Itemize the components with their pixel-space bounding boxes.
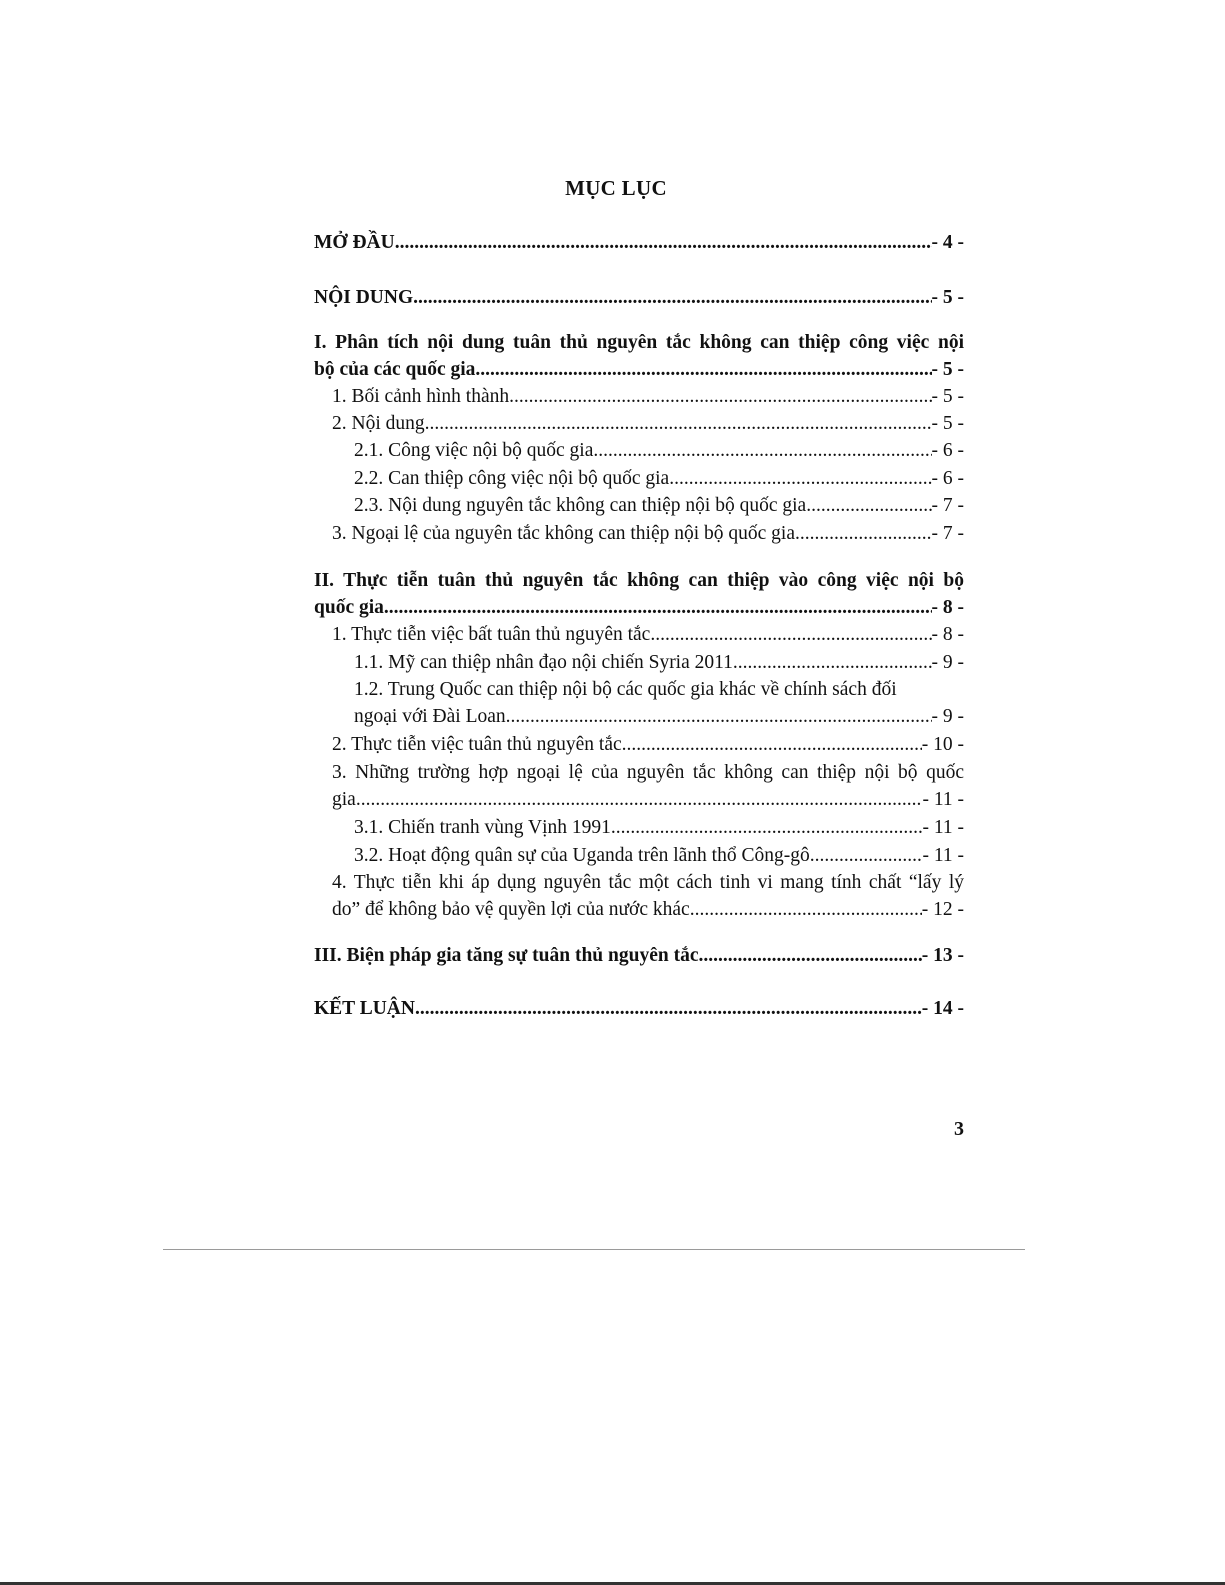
toc-entry-text: 2. Nội dung xyxy=(332,413,425,434)
toc-entry-first-line: 3. Những trường hợp ngoại lệ của nguyên tắc không can thiệp nội bộ quốc xyxy=(332,762,964,783)
dot-leader xyxy=(650,621,931,648)
toc-entry-text: 1. Thực tiễn việc bất tuân thủ nguyên tắc xyxy=(332,624,651,645)
toc-entry-text: 3. Ngoại lệ của nguyên tắc không can thiệp nội bộ quốc gia xyxy=(332,523,795,544)
toc-entry-section-3[interactable] xyxy=(314,942,964,969)
toc-entry-text: 2. Thực tiễn việc tuân thủ nguyên tắc xyxy=(332,734,622,755)
toc-entry-first-line: 4. Thực tiễn khi áp dụng nguyên tắc một cách tinh vi mang tính chất “lấy lý xyxy=(332,872,964,893)
toc-entry-page: - 6 - xyxy=(931,440,964,461)
toc-entry-1-2[interactable] xyxy=(332,410,964,437)
toc-entry-page: - 11 - xyxy=(922,789,964,810)
dot-leader xyxy=(395,229,932,256)
toc-entry-page: - 4 - xyxy=(931,232,964,253)
toc-entry-text: 2.1. Công việc nội bộ quốc gia xyxy=(354,440,594,461)
toc-entry-text: quốc gia xyxy=(314,597,384,618)
toc-entry-section-2[interactable] xyxy=(314,567,964,621)
dot-leader xyxy=(425,410,932,437)
dot-leader xyxy=(733,649,932,676)
toc-entry-text: 3.2. Hoạt động quân sự của Uganda trên lãnh thổ Công-gô xyxy=(354,845,810,866)
toc-entry-text: 3.1. Chiến tranh vùng Vịnh 1991 xyxy=(354,817,611,838)
toc-entry-text: do” để không bảo vệ quyền lợi của nước khác xyxy=(332,899,690,920)
page-separator xyxy=(163,1249,1025,1250)
toc-entry-text: ngoại với Đài Loan xyxy=(354,706,506,727)
toc-entry-text: MỞ ĐẦU xyxy=(314,232,395,253)
dot-leader xyxy=(795,520,932,547)
toc-entry-2-2[interactable] xyxy=(332,731,964,758)
toc-entry-page: - 5 - xyxy=(931,413,964,434)
page-number: 3 xyxy=(954,1118,964,1140)
dot-leader xyxy=(593,437,931,464)
toc-entry-2-1-2[interactable] xyxy=(354,676,964,730)
toc-entry-text: KẾT LUẬN xyxy=(314,998,415,1019)
toc-entry-text: NỘI DUNG xyxy=(314,287,414,308)
dot-leader xyxy=(810,842,923,869)
toc-entry-1-1[interactable] xyxy=(332,383,964,410)
toc-entry-2-3-2[interactable] xyxy=(354,842,964,869)
dot-leader xyxy=(698,942,921,969)
toc-entry-2-1[interactable] xyxy=(332,621,964,648)
toc-entry-page: - 10 - xyxy=(921,734,964,755)
toc-entry-page: - 6 - xyxy=(931,468,964,489)
toc-entry-1-2-1[interactable] xyxy=(354,437,964,464)
toc-entry-text: 1. Bối cảnh hình thành xyxy=(332,386,510,407)
toc-entry-text: III. Biện pháp gia tăng sự tuân thủ nguyên tắc xyxy=(314,945,699,966)
toc-entry-first-line: I. Phân tích nội dung tuân thủ nguyên tắc không can thiệp công việc nội xyxy=(314,332,964,353)
toc-entry-text: 2.3. Nội dung nguyên tắc không can thiệp nội bộ quốc gia xyxy=(354,495,807,516)
toc-entry-text: gia xyxy=(332,789,356,810)
dot-leader xyxy=(356,786,923,813)
toc-entry-noi-dung[interactable] xyxy=(314,284,964,311)
toc-entry-text: bộ của các quốc gia xyxy=(314,359,476,380)
dot-leader xyxy=(506,703,932,730)
toc-entry-page: - 5 - xyxy=(931,359,964,380)
toc-entry-page: - 14 - xyxy=(921,998,964,1019)
toc-entry-page: - 11 - xyxy=(922,845,964,866)
toc-entry-mo-dau[interactable] xyxy=(314,229,964,256)
toc-entry-page: - 13 - xyxy=(921,945,964,966)
toc-entry-page: - 5 - xyxy=(931,287,964,308)
toc-entry-text: 2.2. Can thiệp công việc nội bộ quốc gia xyxy=(354,468,670,489)
toc-entry-2-3-1[interactable] xyxy=(354,814,964,841)
toc-entry-first-line: 1.2. Trung Quốc can thiệp nội bộ các quốc gia khác về chính sách đối xyxy=(354,679,897,700)
dot-leader xyxy=(611,814,923,841)
toc-entry-page: - 8 - xyxy=(931,624,964,645)
toc-entry-1-3[interactable] xyxy=(332,520,964,547)
dot-leader xyxy=(509,383,931,410)
toc-entry-first-line: II. Thực tiễn tuân thủ nguyên tắc không can thiệp vào công việc nội bộ xyxy=(314,570,964,591)
toc-entry-page: - 9 - xyxy=(931,652,964,673)
dot-leader xyxy=(415,995,922,1022)
dot-leader xyxy=(669,465,931,492)
dot-leader xyxy=(690,896,922,923)
toc-entry-page: - 8 - xyxy=(931,597,964,618)
toc-entry-page: - 12 - xyxy=(921,899,964,920)
dot-leader xyxy=(384,594,932,621)
toc-entry-2-3[interactable] xyxy=(332,759,964,813)
toc-entry-page: - 7 - xyxy=(931,523,964,544)
toc-entry-page: - 7 - xyxy=(931,495,964,516)
dot-leader xyxy=(622,731,922,758)
dot-leader xyxy=(806,492,931,519)
toc-title: MỤC LỤC xyxy=(565,176,667,200)
toc-entry-1-2-2[interactable] xyxy=(354,465,964,492)
toc-entry-page: - 5 - xyxy=(931,386,964,407)
toc-entry-page: - 11 - xyxy=(922,817,964,838)
toc-entry-ket-luan[interactable] xyxy=(314,995,964,1022)
toc-entry-text: 1.1. Mỹ can thiệp nhân đạo nội chiến Syria 2011 xyxy=(354,652,733,673)
dot-leader xyxy=(413,284,931,311)
dot-leader xyxy=(475,356,931,383)
toc-entry-section-1[interactable] xyxy=(314,329,964,383)
toc-entry-2-1-1[interactable] xyxy=(354,649,964,676)
toc-entry-1-2-3[interactable] xyxy=(354,492,964,519)
toc-entry-page: - 9 - xyxy=(931,706,964,727)
toc-entry-2-4[interactable] xyxy=(332,869,964,923)
